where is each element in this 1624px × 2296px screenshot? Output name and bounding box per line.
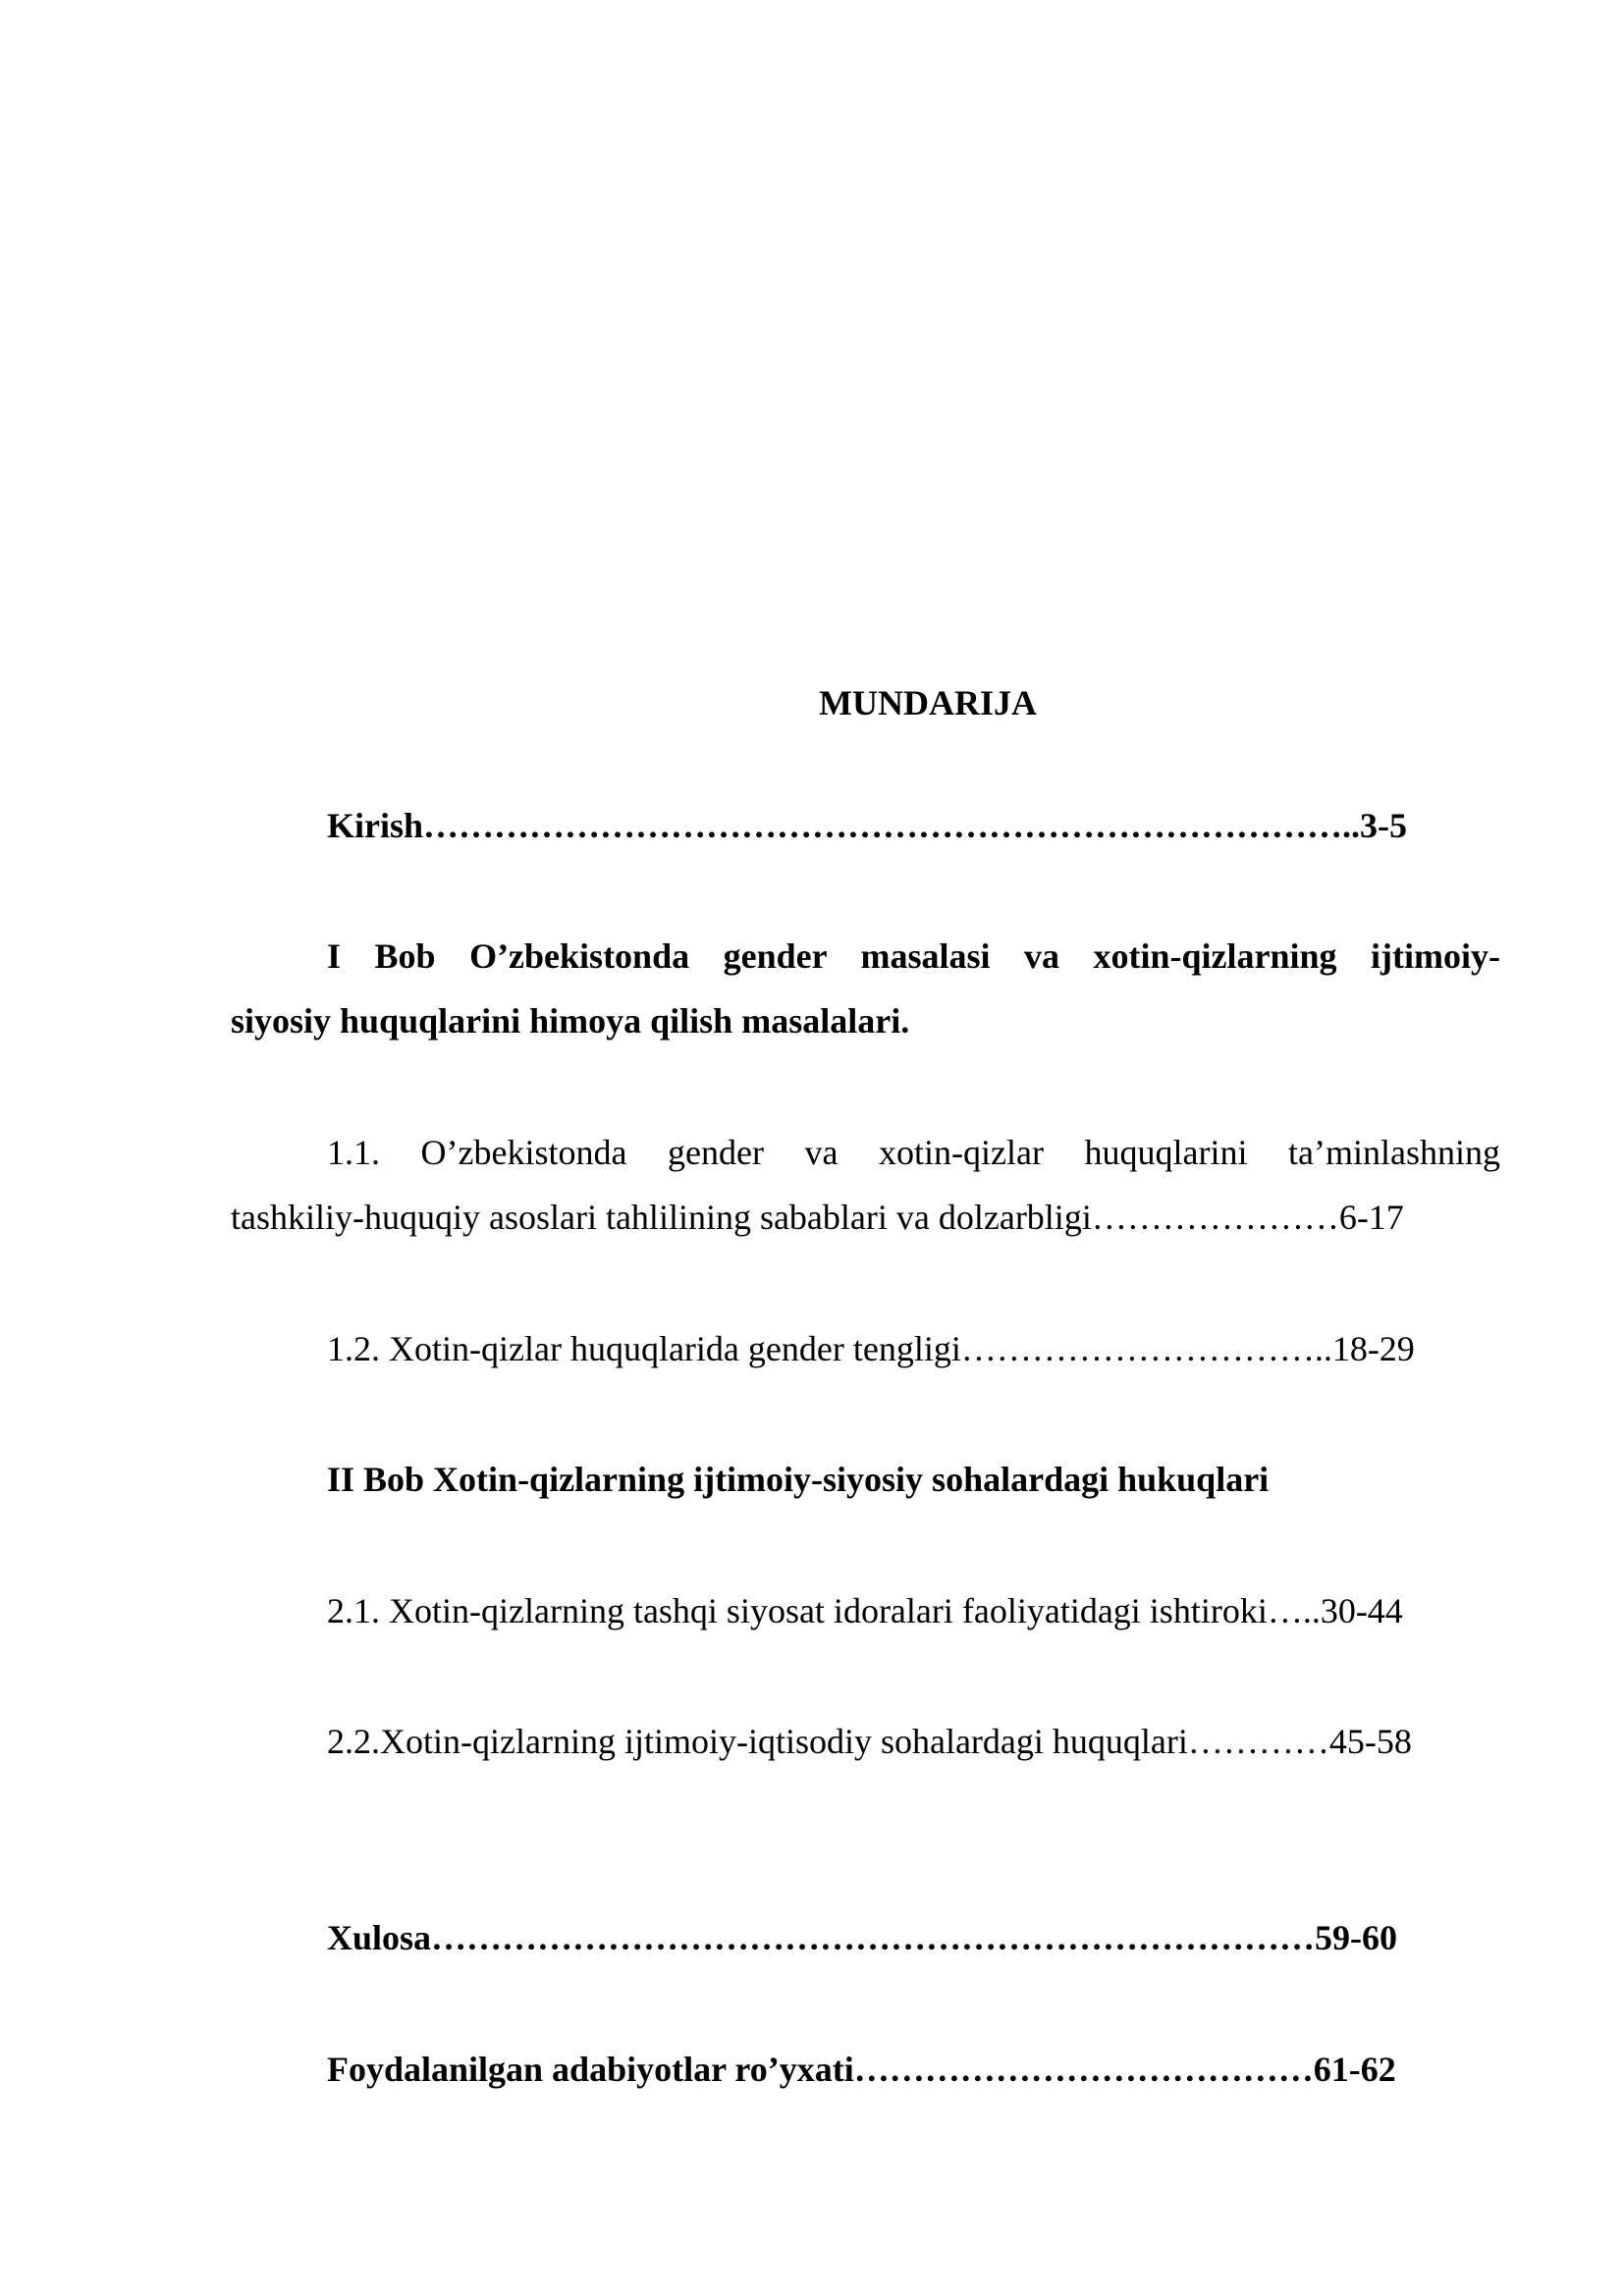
toc-entry-chapter1-line2: siyosiy huquqlarini himoya qilish masalalari.: [231, 1001, 910, 1041]
toc-entry-section-1-1-line2: tashkiliy-huquqiy asoslari tahlilining sabablari va dolzarbligi…………………6-17: [231, 1198, 1404, 1237]
toc-entry-section-2-1: 2.1. Xotin-qizlarning tashqi siyosat idoralari faoliyatidagi ishtiroki…..30-44: [327, 1591, 1403, 1630]
toc-entry-chapter2: II Bob Xotin-qizlarning ijtimoiy-siyosiy sohalardagi hukuqlari: [327, 1460, 1270, 1499]
toc-entry-section-1-2: 1.2. Xotin-qizlar huquqlarida gender tengligi…………………………..18-29: [327, 1329, 1415, 1368]
toc-title: MUNDARIJA: [819, 683, 1037, 722]
toc-entry-section-1-1-line1: 1.1. O’zbekistonda gender va xotin-qizlar huquqlarini ta’minlashning: [327, 1133, 1500, 1172]
toc-entry-xulosa: Xulosa…………………………………………………………………59-60: [327, 1918, 1398, 1957]
toc-entry-adabiyotlar: Foydalanilgan adabiyotlar ro’yxati…………………………………61-62: [327, 2050, 1396, 2089]
toc-entry-section-2-2: 2.2.Xotin-qizlarning ijtimoiy-iqtisodiy sohalardagi huquqlari…………45-58: [327, 1722, 1412, 1761]
toc-entry-chapter1-line1: I Bob O’zbekistonda gender masalasi va xotin-qizlarning ijtimoiy-: [327, 936, 1500, 976]
toc-entry-kirish: Kirish……………………………………………………………………..3-5: [327, 806, 1408, 845]
